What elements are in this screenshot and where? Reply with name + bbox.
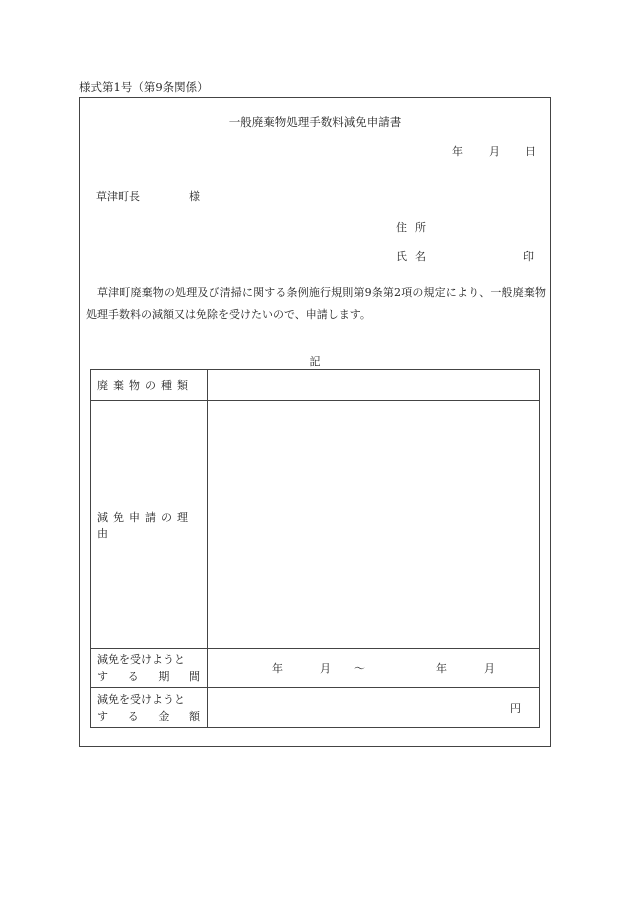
waste-type-row (91, 370, 540, 401)
ki-heading: 記 (309, 355, 321, 368)
period-label (91, 649, 208, 688)
seal-mark: 印 (523, 250, 534, 263)
period-field[interactable] (208, 649, 540, 688)
period-label-line1: 減免を受けようと (97, 653, 185, 666)
amount-unit: 円 (510, 701, 521, 715)
period-row (91, 649, 540, 688)
period-from-month: 月 (320, 662, 331, 675)
amount-field[interactable] (208, 688, 540, 728)
addressee-honorific: 様 (189, 190, 200, 203)
waste-type-field[interactable] (208, 370, 540, 401)
amount-label (91, 688, 208, 728)
addressee-name: 草津町長 (96, 190, 140, 203)
document-title: 一般廃棄物処理手数料減免申請書 (228, 115, 402, 129)
form-number-label: 様式第1号（第9条関係） (79, 80, 209, 94)
application-details-table (90, 369, 540, 728)
date-month-label: 月 (489, 145, 500, 158)
waste-type-label: 廃棄物の種類 (91, 370, 208, 401)
application-statement: 草津町廃棄物の処理及び清掃に関する条例施行規則第9条第2項の規定により、一般廃棄物処理手数料の減額又は免除を受けたいので、申請します。 (86, 286, 546, 321)
period-from-year: 年 (272, 662, 283, 675)
amount-row (91, 688, 540, 728)
period-to-year: 年 (436, 662, 447, 675)
reason-label: 減免申請の理由 (91, 401, 208, 649)
reason-field[interactable] (208, 401, 540, 649)
period-to-month: 月 (484, 662, 495, 675)
period-label-line2: す る 期 間 (97, 670, 200, 683)
applicant-address-label: 住所 (396, 221, 434, 234)
amount-label-line1: 減免を受けようと (97, 692, 185, 706)
reason-row (91, 401, 540, 649)
amount-label-line2: す る 金 額 (97, 709, 200, 723)
period-separator: ～ (354, 662, 365, 675)
date-year-label: 年 (452, 145, 463, 158)
applicant-name-label: 氏名 (396, 250, 434, 263)
date-day-label: 日 (525, 145, 536, 158)
